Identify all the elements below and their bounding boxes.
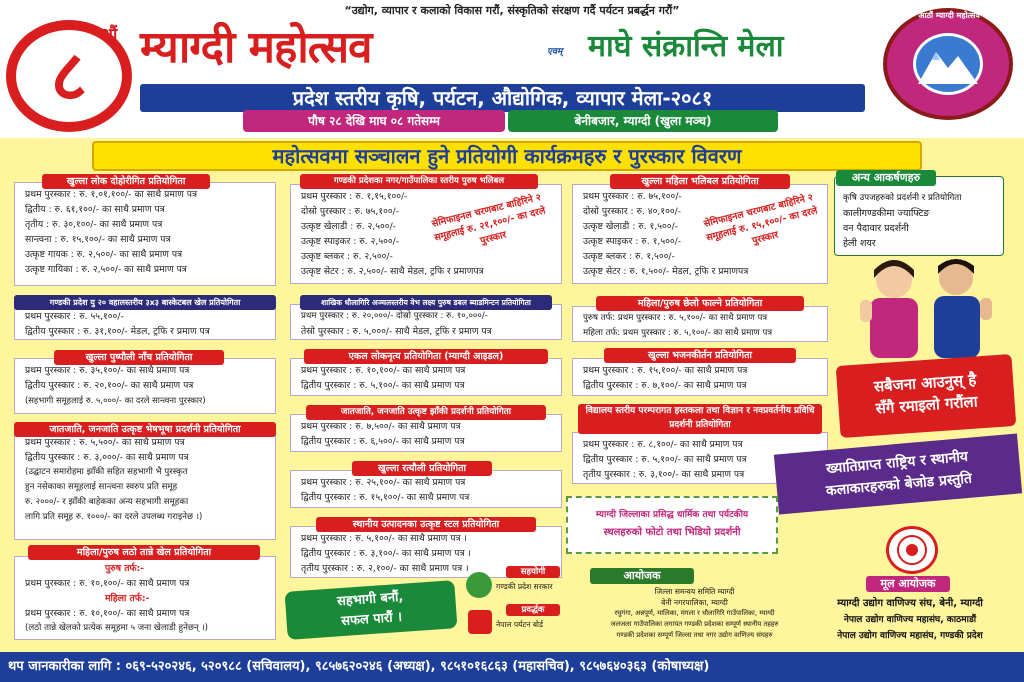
coorganizer-name: गण्डकी प्रदेश सरकार (496, 582, 553, 591)
photo-line: म्याग्दी जिल्लाका प्रसिद्ध धार्मिक तथा पर्यटकीय (595, 510, 749, 520)
col1-box-2 (14, 358, 276, 414)
competition-title: जातजाति, जनजाति उत्कृष्ट भेषभूषा प्रदर्शनी प्रतियोगिता (14, 422, 276, 437)
prize-row: प्रथम पुरस्कार : रु. ७५,१००/- (583, 191, 682, 202)
prize-row: तृतीय पुरस्कार : रु. ३,१००/- का साथै प्रमाण पत्र (583, 469, 745, 480)
prize-row: पुरुष तर्फ: प्रथम पुरस्कार : रु. ५,१००/- का साथै प्रमाण पत्र (583, 313, 768, 323)
prize-row: प्रथम पुरस्कार : रु. ७,५००/- का साथै प्रमाण पत्र (301, 421, 461, 432)
contact-footer: थप जानकारीका लागि : ०६९-५२०२४६, ५२०९८८ (सचिवालय), ९८५७६२०२४६ (अध्यक्ष), ९८५१०१६८६३ (महासचिव), ९८५७६४०३६३ (कोषाध्यक्ष) (0, 652, 1024, 682)
children-illustration (848, 250, 1002, 358)
organizer-line: बेनी नगरपालिका, म्याग्दी (661, 598, 728, 607)
competition-title: गण्डकी प्रदेश यु २० वहालस्तरीय ३x३ बास्केटबल खेल प्रतियोगिता (14, 295, 276, 310)
main-organizer-line: नेपाल उद्योग वाणिज्य महासंघ, गण्डकी प्रदेश (837, 631, 983, 641)
welcome-banner (836, 354, 1017, 438)
prize-row: महिला तर्फ: प्रथम पुरस्कार : रु. ५,१००/- का साथै प्रमाण पत्र (583, 328, 773, 338)
attraction-item: कृषि उपजहरुको प्रदर्शनी र प्रतियोगिता (843, 193, 962, 203)
venue: बेनीबजार, म्याग्दी (खुला मञ्च) (508, 110, 778, 132)
col3-box-1 (572, 306, 828, 342)
prize-row: द्वितीय पुरस्कार : रु. १५,१००/- का साथै प्रमाण पत्र (301, 492, 470, 503)
prize-row: उत्कृष्ट गायिका : रु. २,५००/- का साथै प्रमाण पत्र (25, 264, 187, 275)
competition-title: खुल्ला लोक दोहोरीगित प्रतियोगिता (42, 174, 210, 189)
prize-row: प्रथम पुरस्कार : रु. १०,१००/- का साथै प्रमाण पत्र (301, 365, 466, 376)
sponsors-area (466, 566, 584, 646)
ntb-logo-icon (468, 610, 492, 634)
prize-row: द्वितीय पुरस्कार : रु. ५,१००/- का साथै प्रमाण पत्र (301, 380, 465, 391)
promoter-name: नेपाल पर्यटन बोर्ड (496, 620, 544, 629)
col3-box-2 (572, 358, 828, 396)
prize-row: तृतीय : रु. ३०,१००/- का साथै प्रमाण पत्र (25, 219, 163, 230)
organizers-title: आयोजक (590, 568, 694, 584)
prize-row: दोस्रो पुरस्कार : रु. ७५,१००/- (301, 206, 400, 217)
prize-row: दोस्रो पुरस्कार : रु. ४०,१००/- (583, 206, 682, 217)
artists-line: ख्यातिप्राप्त राष्ट्रिय र स्थानीय (825, 448, 969, 478)
title-connector: एवम् (547, 47, 563, 57)
prize-row: द्वितीय पुरस्कार : रु. ३,०००/- का साथै प्रमाण पत्र (25, 452, 189, 463)
prize-row: उत्कृष्ट ब्लकर : रु. २,५००/- (301, 251, 393, 262)
top-slogan: “उद्योग, व्यापार र कलाको विकास गरौं, संस्कृतिको संरक्षण गर्दै पर्यटन प्रबर्द्धन गरौं” (0, 0, 1024, 22)
col1-box-3 (14, 430, 276, 540)
prize-row: (लठो तान्ने खेलको प्रत्येक समूहमा ५ जना खेलाडी हुनेछन् ।) (25, 623, 209, 633)
organizer-line: जिल्ला समन्वय समिति म्याग्दी (654, 587, 735, 596)
competition-title: गण्डकी प्रदेशका नगर/गाउँपालिका स्तरीय पुरुष भलिबल (300, 174, 538, 189)
prize-row: लागि प्रति समूह रु. १०००/- का दरले उपलब्ध गराइनेछ ।) (25, 512, 203, 522)
fair-title: माघे संक्रान्ति मेला (588, 29, 784, 64)
prize-row: उत्कृष्ट ब्लकर : रु. १,५००/- (583, 251, 675, 262)
prize-row: प्रथम पुरस्कार : रु. ५,५००/- का साथै प्रमाण पत्र (25, 437, 185, 448)
competition-title: खुल्ला महिला भलिबल प्रतियोगिता (610, 174, 790, 189)
section-title: महोत्सवमा सञ्चालन हुने प्रतियोगी कार्यक्रमहरु र पुरस्कार विवरण (92, 141, 922, 171)
prize-row: द्वितीय पुरस्कार : रु. २०,१००/- का साथै प्रमाण पत्र (25, 380, 194, 391)
main-organizer-line: नेपाल उद्योग वाणिज्य महासंघ, काठमाडौं (843, 615, 977, 625)
prize-row: प्रथम पुरस्कार : रु. २५,१००/- का साथै प्रमाण पत्र (301, 477, 466, 488)
prize-row: प्रथम पुरस्कार : रु. १,०१,१००/- का साथै प्रमाण पत्र (25, 189, 198, 200)
col1-box-4 (14, 556, 276, 640)
edition-suffix: औं (100, 25, 118, 45)
competition-title: विद्यालय स्तरीय परम्परागत हस्तकला तथा विज्ञान र नवप्रवर्तनीय प्रविधि प्रदर्शनी प्रतियोगिता (578, 404, 822, 434)
prize-row: द्वितीय पुरस्कार : रु. ७,१००/- का साथै प्रमाण पत्र (583, 380, 747, 391)
prize-row: प्रथम पुरस्कार : रु. ३५,१००/- का साथै प्रमाण पत्र (25, 365, 190, 376)
prize-row: रु. २०००/- र झाँकी बाहेकका अन्य सहभागी समूहका (25, 497, 189, 507)
competition-title: एकल लोकनृत्य प्रतियोगिता (म्याग्दी आइडल) (304, 349, 548, 364)
prize-row: (सहभागी समूहलाई रु. ५,०००/- का दरले सान्त्वना पुरस्कार) (25, 395, 206, 405)
join-line: सफल पारौं । (340, 609, 403, 630)
artists-line: कलाकारहरुको बेजोड प्रस्तुति (825, 470, 973, 500)
organizer-line: गण्डकी प्रदेशका सम्पूर्ण जिल्ला तथा नगर उद्योग वाणिज्य संघहरु (616, 631, 773, 639)
organizer-line: जलजला गाउँपालिका लगायत गण्डकी प्रदेशका सम्पूर्ण स्थानीय तहहरु (610, 620, 779, 628)
competition-title: खुल्ला रत्यौली प्रतियोगिता (352, 461, 492, 476)
province-logo-icon (466, 572, 492, 598)
prize-row: प्रथम पुरस्कार : रु. १०,१००/- का साथै प्रमाण पत्र (25, 608, 190, 619)
logo-ring-text: आठौं म्याग्दी महोत्सव (918, 11, 980, 20)
competition-title: महिला/पुरुष लठो तान्ने खेल प्रतियोगिता (28, 545, 260, 560)
prize-row: हुन नसेकाका समूहलाई सान्त्वना स्वरुप प्रति समूह (25, 482, 178, 492)
organizer-line: रघुगंगा, अन्नपूर्ण, मालिका, मंगला र धौलागिरि गाउँपालिका, म्याग्दी (614, 609, 775, 617)
prize-row: उत्कृष्ट खेलाडी : रु. २,५००/- (301, 221, 396, 232)
prize-row: तेस्रो पुरस्कार : रु. ५,०००/- साथै मेडल, ट्रफि र प्रमाण पत्र (301, 326, 492, 337)
fair-subtitle: प्रदेश स्तरीय कृषि, पर्यटन, औद्योगिक, व्यापार मेला-२०८१ (140, 84, 865, 112)
main-organizer-list (798, 596, 1022, 644)
main-organizer-title: मूल आयोजक (866, 576, 950, 592)
prize-row: उत्कृष्ट स्पाइकर : रु. २,५००/- (301, 236, 400, 247)
prize-row: द्वितीय पुरस्कार : रु. ३१,१००/- मेडल, ट्रफि र प्रमाण पत्र (25, 326, 210, 337)
prize-row: प्रथम पुरस्कार : रु. ५,१००/- का साथै प्रमाण पत्र । (301, 533, 467, 544)
attraction-item: कालीगण्डकीमा ज्याफ्टिङ (843, 208, 930, 219)
competition-title: शाखिक धौलागिरि अञ्चलस्तरीय वेभ लक्ष्य पुरुष डबल ब्याडमिन्टन प्रतियोगिता (300, 295, 552, 310)
competition-title: महिला/पुरुष छेलो फाल्ने प्रतियोगिता (596, 296, 804, 311)
prize-row: (उद्घाटन समारोहमा झाँकी सहित सहभागी भै पुरस्कृत (25, 467, 188, 477)
photo-exhibition-box (566, 496, 778, 554)
mountain-logo-icon (913, 33, 983, 95)
prize-row: द्वितीय पुरस्कार : रु. ५,१००/- का साथै प्रमाण पत्र (583, 454, 747, 465)
prize-row: उत्कृष्ट गायक : रु. २,५००/- का साथै प्रमाण पत्र (25, 249, 183, 260)
semifinal-note: सेमिफाइनल चरणबाट बाहिरिने २ समूहलाई रु. २१,१००/- का दरले पुरस्कार (430, 192, 547, 247)
prize-row: प्रथम पुरस्कार : रु. ५५,१००/- (25, 311, 124, 322)
join-line: सहभागी बनौं, (336, 589, 404, 610)
competition-title: स्थानीय उत्पादनका उत्कृष्ट स्टल प्रतियोगिता (316, 517, 536, 532)
main-organizer-line: म्याग्दी उद्योग वाणिज्य संघ, बेनी, म्याग्दी (837, 598, 983, 609)
prize-row: उत्कृष्ट स्पाइकर : रु. १,५००/- (583, 236, 682, 247)
competition-title: खुल्ला पुष्पौली नाँच प्रतियोगिता (54, 350, 224, 365)
coorganizer-label: सहयोगी (506, 566, 560, 578)
competition-title: खुल्ला भजनकीर्तन प्रतियोगिता (604, 348, 796, 363)
prize-row: द्वितीय पुरस्कार : रु. ३,१००/- का साथै प्रमाण पत्र । (301, 548, 471, 559)
competition-title: जातजाति, जनजाति उत्कृष्ट झाँकी प्रदर्शनी प्रतियोगिता (306, 405, 546, 420)
festival-title: म्याग्दी महोत्सव (140, 22, 372, 73)
prize-row: सान्त्वना : रु. १५,१००/- का साथै प्रमाण पत्र (25, 234, 171, 245)
attraction-item: वन पैदावार प्रदर्शनी (843, 223, 909, 234)
prize-row: उत्कृष्ट खेलाडी : रु. १,५००/- (583, 221, 678, 232)
attraction-item: हेली शयर (843, 238, 876, 249)
attractions-box (834, 176, 1004, 256)
prize-row: प्रथम पुरस्कार : रु. ८,१००/- का साथै प्रमाण पत्र (583, 439, 743, 450)
festival-logo (883, 8, 1013, 120)
prize-row: प्रथम पुरस्कार : रु. १५,१००/- का साथै प्रमाण पत्र (583, 365, 748, 376)
prize-row: द्वितीय पुरस्कार : रु. ६,५००/- का साथै प्रमाण पत्र (301, 436, 465, 447)
attractions-title: अन्य आकर्षणहरु (836, 170, 936, 186)
welcome-line: सँगै रमाइलो गरौंला (875, 392, 979, 418)
prize-row: उत्कृष्ट सेटर : रु. १,५००/- मेडल, ट्रफि र प्रमाणपत्र (583, 266, 749, 277)
prize-row: प्रथम पुरस्कार : रु. १,१५,१००/- (301, 191, 408, 202)
chamber-seal-icon (886, 526, 938, 574)
prize-row: द्वितीय : रु. ६१,१००/- का साथै प्रमाण पत्र (25, 204, 165, 215)
semifinal-note: सेमिफाइनल चरणबाट बाहिरिने २ समूहलाई रु. १५,१००/- का दरले पुरस्कार (702, 192, 819, 247)
prize-row: तृतीय पुरस्कार : रु. २,१००/- का साथै प्रमाण पत्र । (301, 563, 469, 574)
promoter-label: प्रवर्द्धक (506, 604, 560, 616)
edition-number: ८ (6, 20, 132, 132)
col1-box-0 (14, 182, 276, 286)
prize-row: प्रथम पुरस्कार : रु. १०,१००/- का साथै प्रमाण पत्र (25, 578, 190, 589)
date-range: पौष २८ देखि माघ ०८ गतेसम्म (243, 110, 505, 132)
welcome-line: सबैजना आउनुस् है (873, 370, 977, 396)
category-label: पुरुष तर्फ:- (105, 563, 145, 574)
category-label: महिला तर्फ:- (105, 593, 150, 604)
photo-line: स्थलहरुको फोटो तथा भिडियो प्रदर्शनी (603, 527, 741, 538)
prize-row: उत्कृष्ट सेटर : रु. २,५००/- साथै मेडल, ट्रफि र प्रमाणपत्र (301, 266, 484, 277)
organizers-list (582, 586, 807, 641)
prize-row: प्रथम पुरस्कार : रु. २०,०००/- दोस्रो पुरस्कार : रु. १०,०००/- (301, 311, 488, 321)
